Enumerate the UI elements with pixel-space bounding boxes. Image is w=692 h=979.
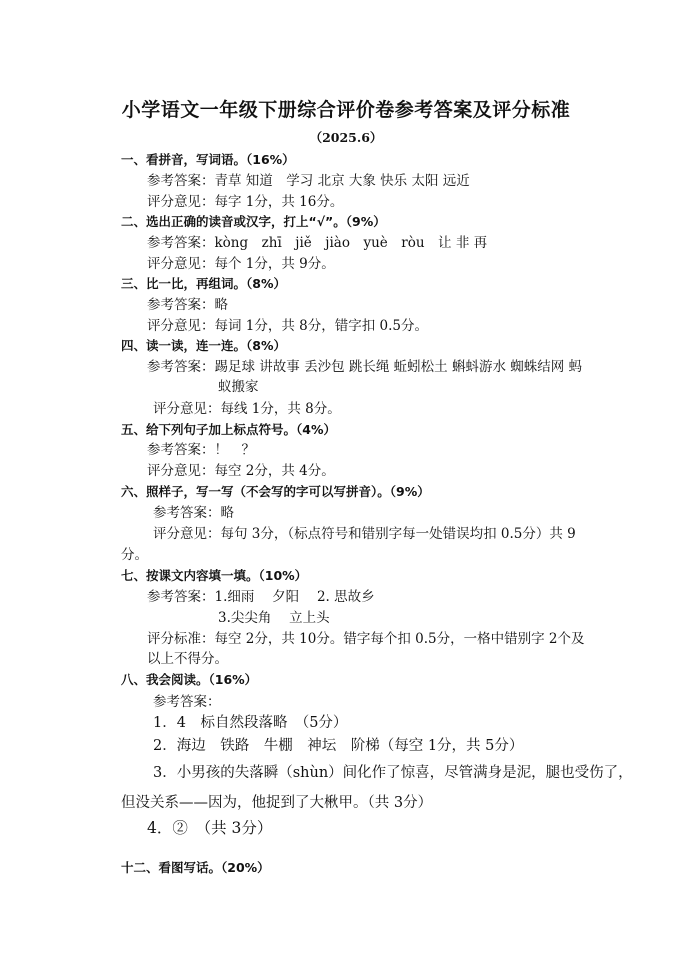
section-4-answer: 参考答案：踢足球 讲故事 丢沙包 跳长绳 蚯蚓松土 蝌蚪游水 蜘蛛结网 蚂 <box>147 359 583 375</box>
section-7-score-cont: 以上不得分。 <box>147 651 228 667</box>
document-title: 小学语文一年级下册综合评价卷参考答案及评分标准 <box>121 99 571 121</box>
section-6-score-cont: 分。 <box>121 547 148 563</box>
section-4-heading: 四、读一读，连一连。（8%） <box>121 338 286 353</box>
section-5-score: 评分意见：每空 2分，共 4分。 <box>147 463 335 479</box>
section-2-score: 评分意见：每个 1分，共 9分。 <box>147 256 335 272</box>
section-7-answer-cont: 3.尖尖角 立上头 <box>218 610 330 626</box>
section-2-heading: 二、选出正确的读音或汉字，打上“√”。（9%） <box>121 214 386 229</box>
section-7-answer: 参考答案：1.细雨 夕阳 2. 思故乡 <box>147 589 375 605</box>
section-6-heading: 六、照样子，写一写（不会写的字可以写拼音）。（9%） <box>121 484 430 499</box>
section-3-heading: 三、比一比，再组词。（8%） <box>121 276 286 291</box>
section-8-item-2: 2．海边 铁路 牛棚 神坛 阶梯（每空 1分，共 5分） <box>153 738 524 754</box>
section-8-item-3-cont: 但没关系——因为，他捉到了大楸甲。（共 3分） <box>121 795 433 811</box>
section-1-answer: 参考答案：青草 知道 学习 北京 大象 快乐 太阳 远近 <box>147 173 470 189</box>
section-8-item-4: 4．② （共 3分） <box>147 819 273 837</box>
section-4-score: 评分意见：每线 1分，共 8分。 <box>153 401 341 417</box>
section-1-score: 评分意见：每字 1分，共 16分。 <box>147 194 344 210</box>
section-6-answer: 参考答案：略 <box>153 505 234 521</box>
section-4-answer-cont: 蚁搬家 <box>218 379 259 395</box>
section-5-answer: 参考答案：！ ？ <box>147 442 255 458</box>
section-8-answer-label: 参考答案： <box>153 694 221 710</box>
section-7-heading: 七、按课文内容填一填。（10%） <box>121 568 308 583</box>
section-3-score: 评分意见：每词 1分，共 8分，错字扣 0.5分。 <box>147 318 429 334</box>
section-12-heading: 十二、看图写话。（20%） <box>121 860 270 875</box>
section-7-score: 评分标准：每空 2分，共 10分。错字每个扣 0.5分，一格中错别字 2个及 <box>147 631 585 647</box>
section-8-item-1: 1．4 标自然段落略 （5分） <box>153 715 348 731</box>
section-5-heading: 五、给下列句子加上标点符号。（4%） <box>121 422 336 437</box>
section-8-heading: 八、我会阅读。（16%） <box>121 672 258 687</box>
document-date: （2025.6） <box>309 130 383 145</box>
section-2-answer: 参考答案：kòng zhī jiě jiào yuè ròu 让 非 再 <box>147 235 488 251</box>
section-3-answer: 参考答案：略 <box>147 297 228 313</box>
section-6-score: 评分意见：每句 3分，（标点符号和错别字每一处错误均扣 0.5分）共 9 <box>153 526 576 542</box>
section-1-heading: 一、看拼音，写词语。（16%） <box>121 152 295 167</box>
section-8-item-3: 3．小男孩的失落瞬（shùn）间化作了惊喜，尽管满身是泥，腿也受伤了， <box>153 765 633 781</box>
